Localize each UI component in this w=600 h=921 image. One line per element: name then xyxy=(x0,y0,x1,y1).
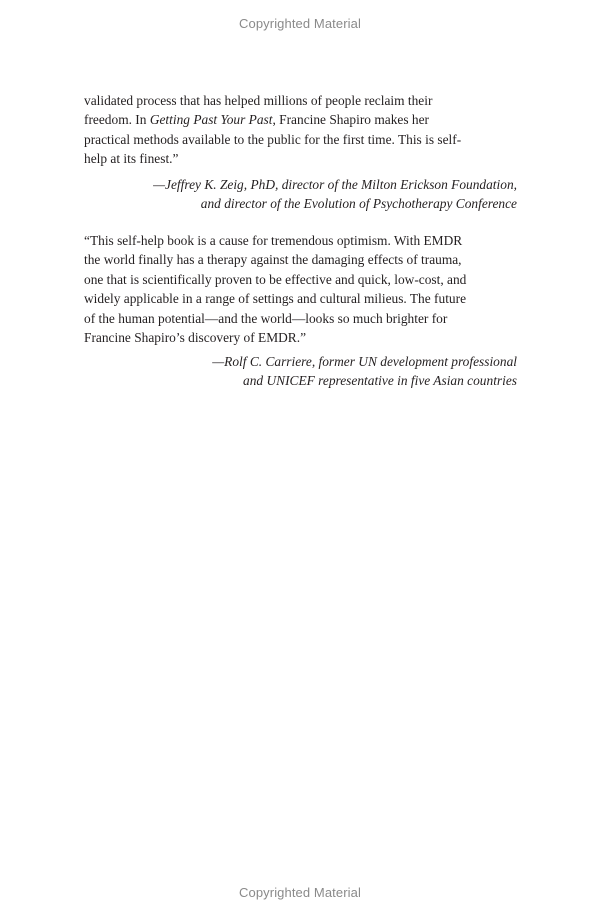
attribution-carriere xyxy=(212,352,517,391)
copyright-watermark-top: Copyrighted Material xyxy=(239,16,361,31)
quote-line: practical methods available to the public for the first time. This is self- xyxy=(84,131,462,147)
quote-line: of the human potential—and the world—looks so much brighter for xyxy=(84,310,448,326)
quote-line: Francine Shapiro’s discovery of EMDR.” xyxy=(84,330,307,346)
quote-line: the world finally has a therapy against the damaging effects of trauma, xyxy=(84,252,462,268)
attribution-line: and UNICEF representative in five Asian countries xyxy=(243,373,517,389)
quote-text: , Francine Shapiro makes her xyxy=(272,112,430,128)
endorsement-quote-zeig xyxy=(84,91,524,169)
quote-line: validated process that has helped millions of people reclaim their xyxy=(84,93,433,108)
quote-text: freedom. In xyxy=(84,112,150,128)
quote-line: help at its finest.” xyxy=(84,151,179,167)
attribution-line: and director of the Evolution of Psychotherapy Conference xyxy=(200,196,517,212)
attribution-line: —Jeffrey K. Zeig, PhD, director of the Milton Erickson Foundation, xyxy=(153,177,517,192)
quote-line: one that is scientifically proven to be effective and quick, low-cost, and xyxy=(84,271,467,287)
copyright-watermark-bottom: Copyrighted Material xyxy=(239,885,361,900)
attribution-line: —Rolf C. Carriere, former UN development professional xyxy=(212,354,517,369)
quote-line: widely applicable in a range of settings and cultural milieus. The future xyxy=(84,291,467,307)
attribution-zeig xyxy=(153,175,517,214)
quote-line xyxy=(84,110,524,129)
quote-line: “This self-help book is a cause for tremendous optimism. With EMDR xyxy=(84,233,463,248)
book-title: Getting Past Your Past xyxy=(149,112,273,128)
endorsement-quote-carriere xyxy=(84,231,524,347)
